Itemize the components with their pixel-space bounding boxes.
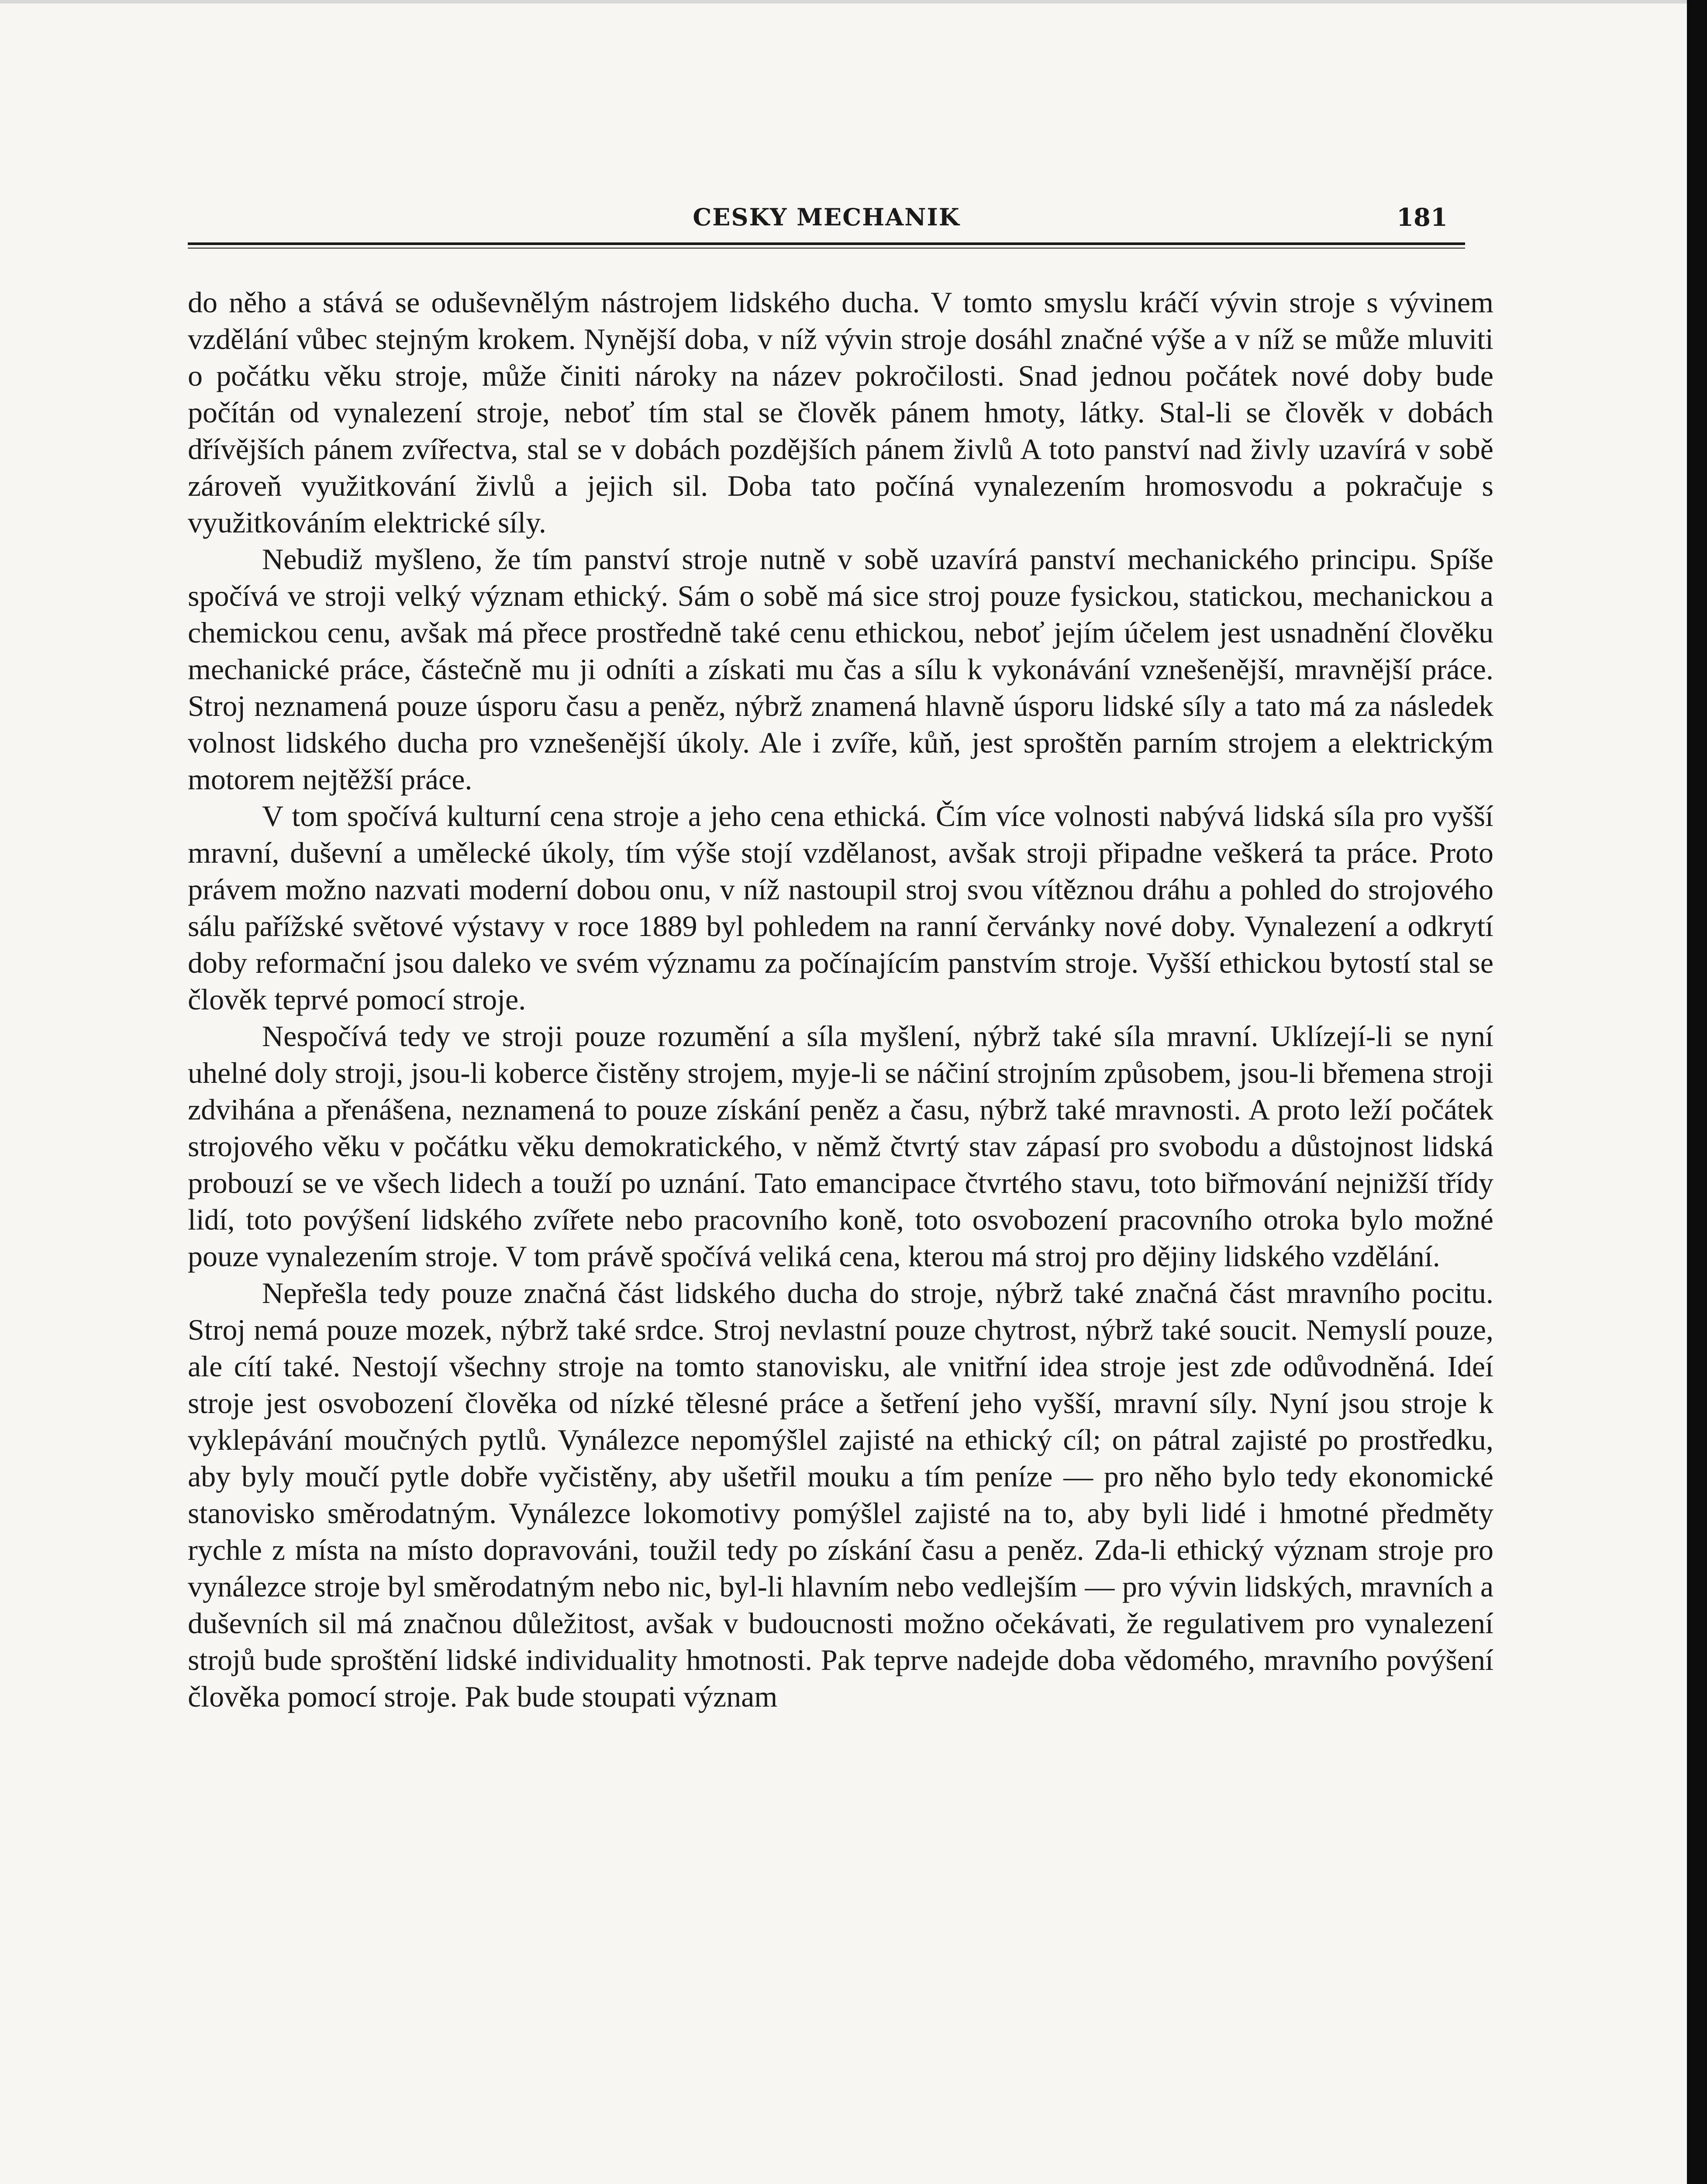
paragraph-2: Nebudiž myšleno, že tím panství stroje nutně v sobě uzavírá panství mechanického principu. Spíše spočívá ve stroji velký význam ethický. Sám o sobě má sice stroj pouze fysickou, statickou, mechanickou a chemickou cenu, avšak má přece prostředně také cenu ethickou, neboť jejím účelem jest usnadnění člověku mechanické práce, částečně mu ji odníti a získati mu čas a sílu k vykonávání vznešenější, mravnější práce. Stroj neznamená pouze úsporu času a peněz, nýbrž znamená hlavně úsporu lidské síly a tato má za následek volnost lidského ducha pro vznešenější úkoly. Ale i zvíře, kůň, jest sproštěn parním strojem a elektrickým motorem nejtěžší práce. (188, 543, 1493, 796)
scan-top-edge (0, 0, 1707, 3)
paragraph-3: V tom spočívá kulturní cena stroje a jeho cena ethická. Čím více volnosti nabývá lidská síla pro vyšší mravní, duševní a umělecké úkoly, tím výše stojí vzdělanost, avšak stroji připadne veškerá ta práce. Proto právem možno nazvati moderní dobou onu, v níž nastoupil stroj svou vítěznou dráhu a pohled do strojového sálu pařížské světové výstavy v roce 1889 byl pohledem na ranní červánky nové doby. Vynalezení a odkrytí doby reformační jsou daleko ve svém významu za počínajícím panstvím stroje. Vyšší ethickou bytostí stal se člověk teprvé pomocí stroje. (188, 799, 1493, 1016)
paragraph-5: Nepřešla tedy pouze značná část lidského ducha do stroje, nýbrž také značná část mravního pocitu. Stroj nemá pouze mozek, nýbrž také srdce. Stroj nevlastní pouze chytrost, nýbrž také soucit. Nemyslí pouze, ale cítí také. Nestojí všechny stroje na tomto stanovisku, ale vnitřní idea stroje jest zde odůvodněná. Ideí stroje jest osvobození člověka od nízké tělesné práce a šetření jeho vyšší, mravní síly. Nyní jsou stroje k vyklepávání moučných pytlů. Vynálezce nepomýšlel zajisté na ethický cíl; on pátral zajisté po prostředku, aby byly moučí pytle dobře vyčistěny, aby ušetřil mouku a tím peníze — pro něho bylo tedy ekonomické stanovisko směrodatným. Vynálezce lokomotivy pomýšlel zajisté na to, aby byli lidé i hmotné předměty rychle z místa na místo dopravováni, toužil tedy po získání času a peněz. Zda-li ethický význam stroje pro vynálezce stroje byl směrodatným nebo nic, byl-li hlavním nebo vedlejším — pro vývin lidských, mravních a duševních sil má značnou důležitost, avšak v budoucnosti možno očekávati, že regulativem pro vynalezení strojů bude sproštění lidské individuality hmotnosti. Pak teprve nadejde doba vědomého, mravního povýšení člověka pomocí stroje. Pak bude stoupati význam (188, 1276, 1493, 1713)
paragraph-1: do něho a stává se oduševnělým nástrojem lidského ducha. V tomto smyslu kráčí vývin stroje s vývinem vzdělání vůbec stejným krokem. Nynější doba, v níž vývin stroje dosáhl značné výše a v níž se může mluviti o počátku věku stroje, může činiti nároky na název pokročilosti. Snad jednou počátek nové doby bude počítán od vynalezení stroje, neboť tím stal se člověk pánem hmoty, látky. Stal-li se člověk v dobách dřívějších pánem zvířectva, stal se v dobách pozdějších pánem živlů A toto panství nad živly uzavírá v sobě zároveň využitkování živlů a jejich sil. Doba tato počíná vynalezením hromosvodu a pokračuje s využitkováním elektrické síly. (188, 286, 1493, 539)
page-header (188, 199, 1465, 251)
header-rule-thin (188, 248, 1465, 249)
scan-right-edge (1687, 0, 1707, 2184)
article-body (188, 284, 1493, 1715)
header-rule-thick (188, 242, 1465, 245)
running-title: CESKY MECHANIK (693, 203, 960, 231)
page-number: 181 (1397, 203, 1448, 232)
paragraph-4: Nespočívá tedy ve stroji pouze rozumění a síla myšlení, nýbrž také síla mravní. Uklízejí-li se nyní uhelné doly stroji, jsou-li koberce čistěny strojem, myje-li se náčiní strojním způsobem, jsou-li břemena stroji zdvihána a přenášena, neznamená to pouze získání peněz a času, nýbrž také mravnosti. A proto leží počátek strojového věku v počátku věku demokratického, v němž čtvrtý stav zápasí pro svobodu a důstojnost lidská probouzí se ve všech lidech a touží po uznání. Tato emancipace čtvrtého stavu, toto biřmování nejnižší třídy lidí, toto povýšení lidského zvířete nebo pracovního koně, toto osvobození pracovního otroka bylo možné pouze vynalezením stroje. V tom právě spočívá veliká cena, kterou má stroj pro dějiny lidského vzdělání. (188, 1019, 1493, 1273)
